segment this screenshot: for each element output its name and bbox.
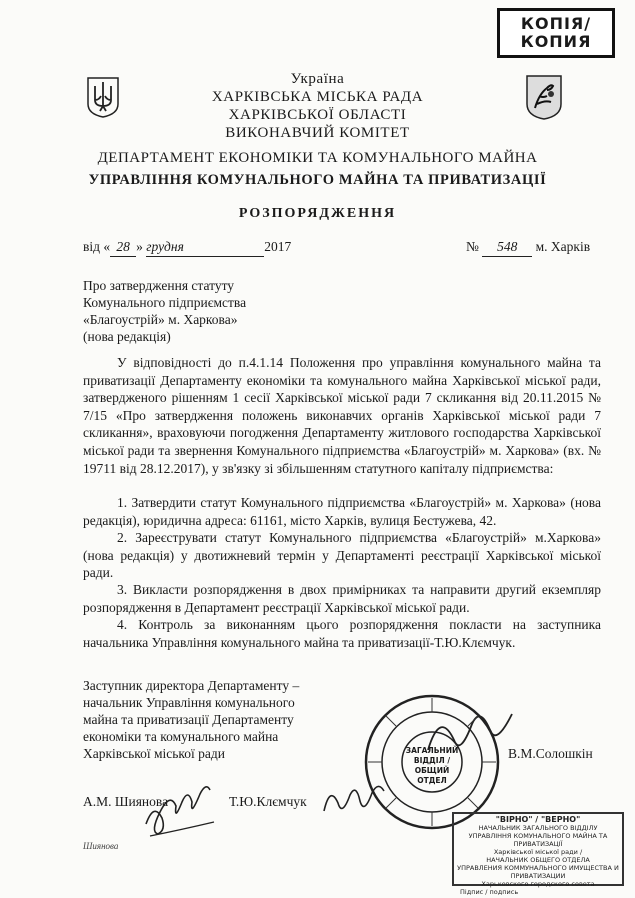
- rect-stamp-line5: УПРАВЛЕНИЯ КОММУНАЛЬНОГО ИМУЩЕСТВА И ПРИВАТИЗАЦИИ: [457, 864, 619, 880]
- author-note: Шиянова: [83, 841, 119, 851]
- rect-stamp-line3: Харківської міської ради /: [493, 848, 583, 856]
- subject-line-1: Про затвердження статуту: [83, 278, 235, 293]
- date-mid: »: [136, 239, 143, 254]
- approver-1: А.М. Шиянова: [83, 794, 169, 809]
- approver-2: Т.Ю.Клємчук: [229, 794, 307, 809]
- header-council: ХАРКІВСЬКА МІСЬКА РАДА: [211, 89, 424, 105]
- round-stamp-line3: ОБЩИЙ ОТДЕЛ: [414, 766, 450, 785]
- copy-stamp: [497, 8, 615, 58]
- number-label: №: [466, 239, 479, 254]
- signer-name: В.М.Солошкін: [508, 746, 593, 761]
- rect-stamp-line1: НАЧАЛЬНИК ЗАГАЛЬНОГО ВІДДІЛУ: [478, 824, 598, 832]
- document-type: РОЗПОРЯДЖЕННЯ: [238, 206, 397, 221]
- order-number: 548: [482, 238, 532, 257]
- body-item-2: 2. Зареєструвати статут Комунального підприємства «Благоустрій» м.Харкова» (нова редакція) у двотижневий термін у Департаменті реєстрації Харківської міської ради.: [83, 530, 601, 581]
- signature-shiyanova: [140, 772, 220, 842]
- rect-stamp-line2: УПРАВЛІННЯ КОМУНАЛЬНОГО МАЙНА ТА ПРИВАТИЗАЦІЇ: [468, 832, 608, 848]
- rect-stamp-line6: Харьковского городского совета: [481, 880, 595, 888]
- signer-position-5: Харківської міської ради: [83, 746, 226, 761]
- rect-stamp-title: "ВІРНО" / "ВЕРНО": [495, 815, 581, 824]
- signer-position-2: начальник Управління комунального: [83, 695, 295, 710]
- subject-line-4: (нова редакція): [83, 329, 171, 344]
- copy-stamp-line1: КОПІЯ/: [520, 14, 592, 33]
- date-line: [83, 238, 291, 257]
- rect-stamp-line7: Підпис / подпись: [460, 888, 519, 896]
- date-year: 2017: [264, 239, 292, 254]
- round-stamp-line2: ВІДДІЛ /: [413, 756, 451, 765]
- signer-position-3: майна та приватизації Департаменту: [83, 712, 294, 727]
- header-committee: ВИКОНАВЧИЙ КОМІТЕТ: [225, 125, 410, 141]
- date-prefix: від «: [83, 239, 111, 254]
- header-country: Україна: [290, 71, 345, 87]
- rect-stamp-line4: НАЧАЛЬНИК ОБЩЕГО ОТДЕЛА: [486, 856, 590, 864]
- header-department: ДЕПАРТАМЕНТ ЕКОНОМІКИ ТА КОМУНАЛЬНОГО МАЙНА: [97, 150, 538, 166]
- date-day: 28: [110, 238, 136, 257]
- body-item-4: 4. Контроль за виконанням цього розпорядження покласти на заступника начальника Управління комунального майна та приватизації-Т.Ю.Клємчук.: [83, 617, 601, 650]
- certified-true-copy-stamp: [452, 812, 624, 896]
- date-month: грудня: [146, 238, 264, 257]
- signer-position-4: економіки та комунального майна: [83, 729, 279, 744]
- number-line: [466, 238, 590, 257]
- header-region: ХАРКІВСЬКОЇ ОБЛАСТІ: [228, 107, 407, 123]
- round-stamp-line1: ЗАГАЛЬНИЙ: [405, 746, 459, 755]
- subject-line-2: Комунального підприємства: [83, 295, 247, 310]
- subject-line-3: «Благоустрій» м. Харкова»: [83, 312, 238, 327]
- signer-position-1: Заступник директора Департаменту –: [83, 678, 300, 693]
- body-item-1: 1. Затвердити статут Комунального підприємства «Благоустрій» м. Харкова» (нова редакція), юридична адреса: 61161, місто Харків, вулиця Бестужева, 42.: [83, 495, 601, 528]
- city-label: м. Харків: [535, 239, 591, 254]
- copy-stamp-line2: КОПИЯ: [520, 32, 592, 51]
- header-directorate: УПРАВЛІННЯ КОМУНАЛЬНОГО МАЙНА ТА ПРИВАТИЗАЦІЇ: [88, 172, 547, 188]
- body-intro: У відповідності до п.4.1.14 Положення про управління комунального майна та приватизації Департаменту економіки та комунального майна Харківської міської ради, затвердженого рішенням 1 сесії Харківської міської ради 7 скликання від 20.11.2015 № 7/15 «Про затвердження положень виконавчих органів Харківської міської ради 7 скликання», враховуючи погодження Департаменту житлового господарства Харківської міської ради та звернення Комунального підприємства «Благоустрій» м. Харкова» (вх. № 19711 від 28.12.2017), у зв'язку зі збільшенням статутного капіталу підприємства:: [83, 355, 601, 476]
- round-stamp-text: [400, 746, 464, 786]
- body-item-3: 3. Викласти розпорядження в двох примірниках та направити другий екземпляр розпорядження в Департамент реєстрації Харківської міської ради.: [83, 582, 601, 615]
